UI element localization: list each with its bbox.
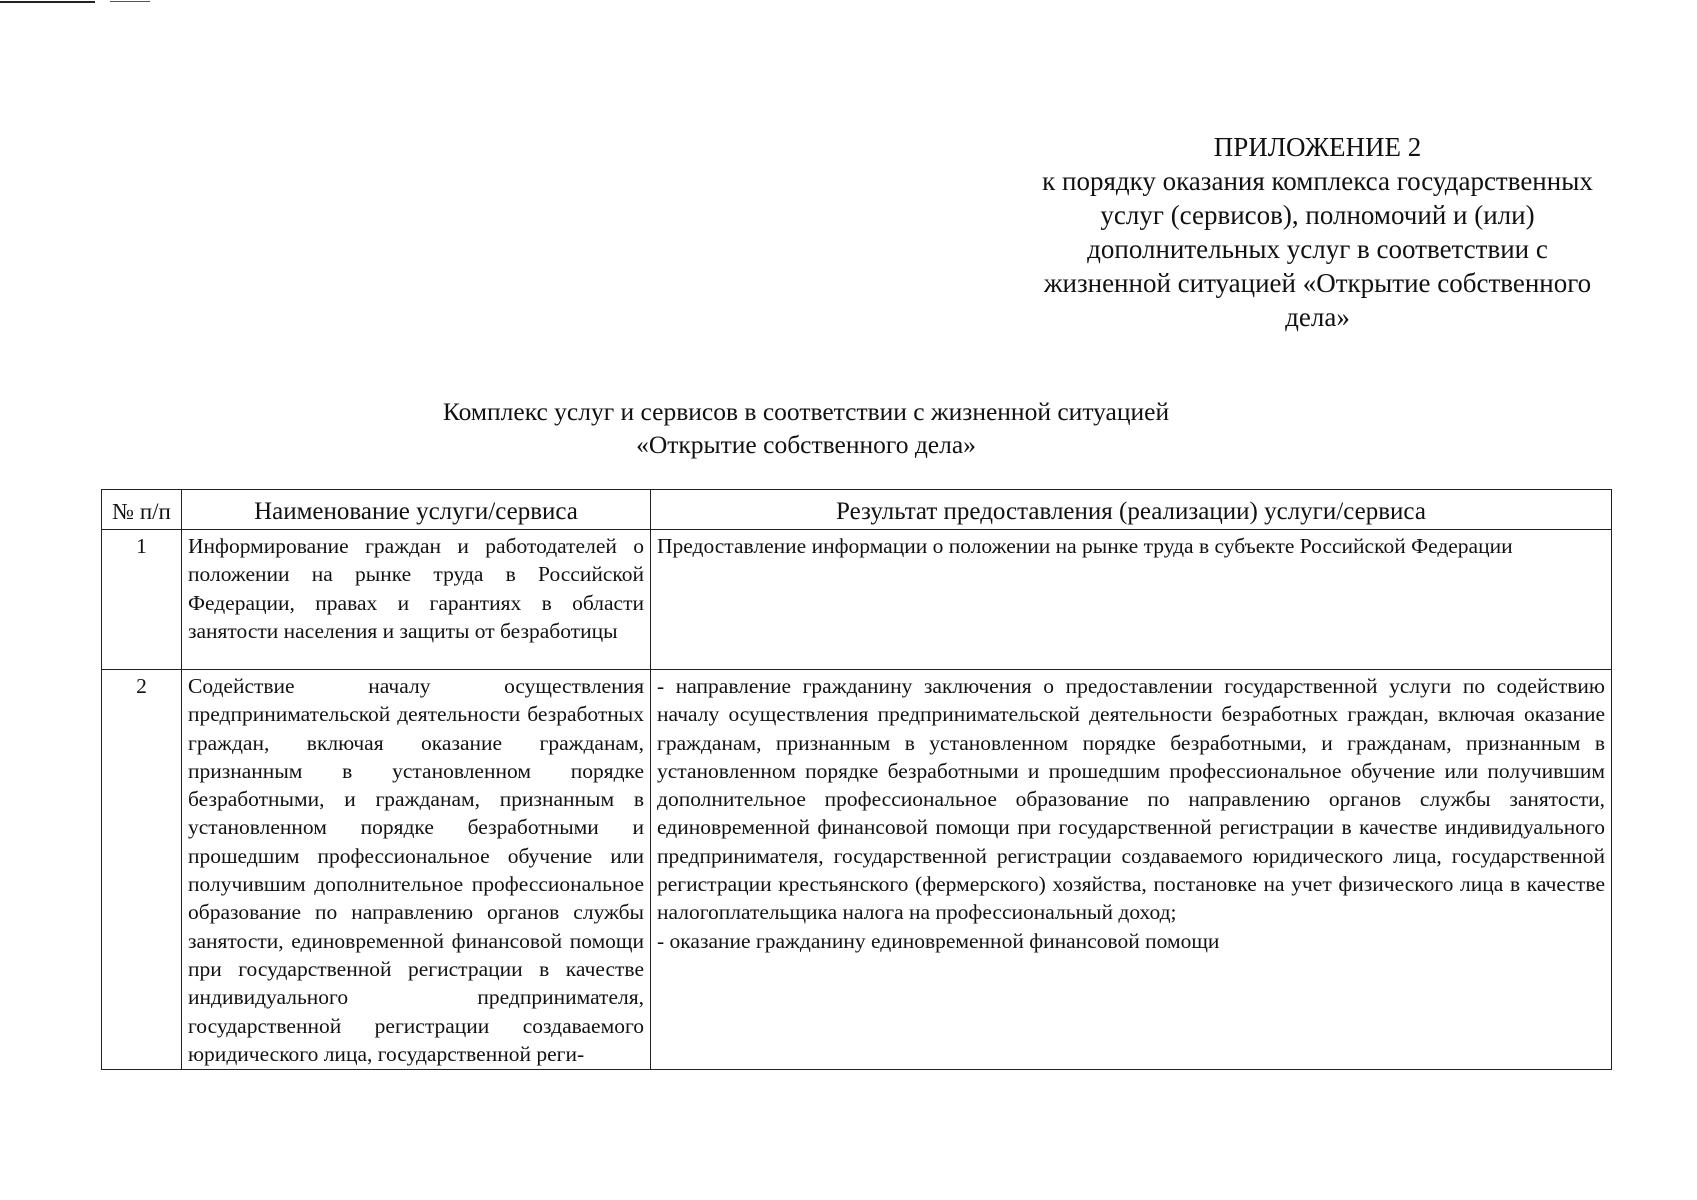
- header-service-result: Результат предоставления (реализации) услуги/сервиса: [651, 490, 1612, 530]
- service-name: Содействие началу осуществления предпринимательской деятельности безработных граждан, включая оказание гражданам, признанным в установленном порядке безработными, и гражданам, признанным в установленном порядке безработными и прошедшим профессиональное обучение или получившим дополнительное профессиональное образование по направлению органов службы занятости, единовременной финансовой помощи при государственной регистрации в качестве индивидуального предпринимателя, государственной регистрации создаваемого юридического лица, государственной реги-: [182, 670, 651, 1070]
- document-title: [101, 395, 1511, 461]
- service-name: Информирование граждан и работодателей о положении на рынке труда в Российской Федерации, правах и гарантиях в области занятости населения и защиты от безработицы: [182, 530, 651, 670]
- table-header-row: [102, 490, 1612, 530]
- document-title-line: Комплекс услуг и сервисов в соответствии с жизненной ситуацией: [442, 397, 1170, 426]
- table-row: [102, 670, 1612, 1070]
- appendix-block: [1040, 130, 1595, 334]
- service-result: [651, 530, 1612, 670]
- row-number: 2: [102, 670, 182, 1070]
- table-row: [102, 530, 1612, 670]
- header-number: № п/п: [102, 490, 182, 530]
- result-line: - направление гражданину заключения о предоставлении государственной услуги по содействию началу осуществления предпринимательской деятельности безработных граждан, включая оказание гражданам, признанным в установленном порядке безработными, и гражданам, признанным в установленном порядке безработными и прошедшим профессиональное обучение или получившим дополнительное профессиональное образование по направлению органов службы занятости, единовременной финансовой помощи при государственной регистрации в качестве индивидуального предпринимателя, государственной регистрации создаваемого юридического лица, государственной регистрации крестьянского (фермерского) хозяйства, постановке на учет физического лица в качестве налогоплательщика налога на профессиональный доход;: [657, 674, 1605, 925]
- services-table: [101, 489, 1612, 1070]
- document-title-line: «Открытие собственного дела»: [636, 430, 976, 459]
- service-result: [651, 670, 1612, 1070]
- appendix-title: ПРИЛОЖЕНИЕ 2: [1213, 132, 1422, 162]
- row-number: 1: [102, 530, 182, 670]
- appendix-subtitle: к порядку оказания комплекса государственных услуг (сервисов), полномочий и (или) дополнительных услуг в соответствии с жизненной ситуацией «Открытие собственного дела»: [1042, 166, 1593, 332]
- result-line: Предоставление информации о положении на рынке труда в субъекте Российской Федерации: [657, 534, 1513, 558]
- header-service-name: Наименование услуги/сервиса: [182, 490, 651, 530]
- scan-edge-mark: [110, 1, 150, 2]
- scan-edge-mark: [0, 1, 95, 3]
- result-line: - оказание гражданину единовременной финансовой помощи: [657, 928, 1220, 953]
